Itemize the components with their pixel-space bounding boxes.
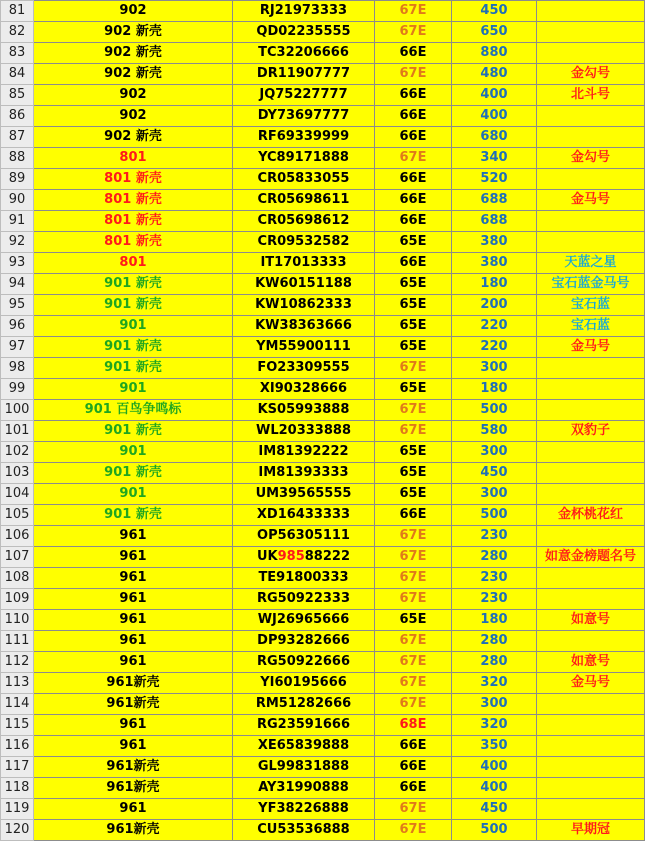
note-cell[interactable] [537,736,645,757]
table-row [1,316,645,337]
note-cell[interactable] [537,589,645,610]
model-cell[interactable]: 901 新壳 [34,337,233,358]
row-header[interactable]: 81 [1,1,34,22]
table-row [1,799,645,820]
code-cell[interactable]: XD16433333 [233,505,375,526]
model-cell[interactable]: 901 百鸟争鸣标 [34,400,233,421]
price-cell[interactable]: 480 [452,64,537,85]
table-row [1,169,645,190]
note-cell[interactable]: 天蓝之星 [537,253,645,274]
model-cell[interactable]: 961 [34,652,233,673]
price-cell[interactable]: 320 [452,715,537,736]
row-header[interactable]: 120 [1,820,34,841]
code-cell[interactable]: DR11907777 [233,64,375,85]
version-cell[interactable]: 65E [375,316,452,337]
table-row [1,43,645,64]
table-row [1,526,645,547]
price-cell[interactable]: 500 [452,505,537,526]
version-cell[interactable]: 67E [375,526,452,547]
price-cell[interactable]: 340 [452,148,537,169]
table-row [1,1,645,22]
note-cell[interactable] [537,1,645,22]
version-cell[interactable]: 68E [375,715,452,736]
row-header[interactable]: 114 [1,694,34,715]
price-cell[interactable]: 400 [452,85,537,106]
table-row [1,106,645,127]
note-cell[interactable] [537,757,645,778]
version-cell[interactable]: 66E [375,43,452,64]
note-cell[interactable]: 金马号 [537,337,645,358]
row-header[interactable]: 110 [1,610,34,631]
code-cell[interactable]: RG50922333 [233,589,375,610]
note-cell[interactable] [537,127,645,148]
row-header[interactable]: 92 [1,232,34,253]
row-header[interactable]: 104 [1,484,34,505]
code-cell[interactable]: IM81392222 [233,442,375,463]
row-header[interactable]: 96 [1,316,34,337]
table-row [1,190,645,211]
price-cell[interactable]: 180 [452,610,537,631]
note-cell[interactable] [537,400,645,421]
code-cell[interactable]: DP93282666 [233,631,375,652]
table-row [1,295,645,316]
price-cell[interactable]: 230 [452,568,537,589]
row-header[interactable]: 106 [1,526,34,547]
code-cell[interactable] [233,547,375,568]
price-cell[interactable]: 280 [452,631,537,652]
table-row [1,652,645,673]
row-header[interactable]: 117 [1,757,34,778]
model-cell[interactable]: 901 新壳 [34,421,233,442]
table-row [1,22,645,43]
code-cell[interactable]: TE91800333 [233,568,375,589]
table-row [1,820,645,841]
table-row [1,694,645,715]
version-cell[interactable]: 67E [375,400,452,421]
code-cell[interactable]: AY31990888 [233,778,375,799]
table-row [1,442,645,463]
table-row [1,505,645,526]
price-cell[interactable]: 280 [452,547,537,568]
version-cell[interactable]: 67E [375,673,452,694]
model-cell[interactable]: 961新壳 [34,778,233,799]
code-cell[interactable]: UM39565555 [233,484,375,505]
price-cell[interactable]: 180 [452,379,537,400]
note-cell[interactable]: 如意号 [537,610,645,631]
row-header[interactable]: 107 [1,547,34,568]
note-cell[interactable]: 金勾号 [537,64,645,85]
version-cell[interactable]: 65E [375,442,452,463]
note-cell[interactable]: 宝石蓝 [537,295,645,316]
table-row [1,358,645,379]
table-row [1,148,645,169]
model-cell[interactable]: 961新壳 [34,694,233,715]
note-cell[interactable] [537,526,645,547]
row-header[interactable]: 88 [1,148,34,169]
row-header[interactable]: 113 [1,673,34,694]
version-cell[interactable]: 67E [375,1,452,22]
row-header[interactable]: 95 [1,295,34,316]
table-row [1,211,645,232]
version-cell[interactable]: 67E [375,631,452,652]
row-header[interactable]: 111 [1,631,34,652]
row-header[interactable]: 86 [1,106,34,127]
version-cell[interactable]: 67E [375,799,452,820]
code-cell[interactable]: YM55900111 [233,337,375,358]
model-cell[interactable]: 961 [34,610,233,631]
model-cell[interactable]: 902 [34,106,233,127]
code-cell[interactable]: YI60195666 [233,673,375,694]
price-cell[interactable]: 300 [452,358,537,379]
note-cell[interactable] [537,799,645,820]
price-cell[interactable]: 500 [452,820,537,841]
version-cell[interactable]: 67E [375,820,452,841]
model-cell[interactable]: 801 新壳 [34,190,233,211]
code-cell[interactable]: GL99831888 [233,757,375,778]
note-cell[interactable] [537,106,645,127]
row-header[interactable]: 108 [1,568,34,589]
model-cell[interactable]: 961 [34,547,233,568]
version-cell[interactable]: 65E [375,337,452,358]
row-header[interactable]: 119 [1,799,34,820]
code-cell[interactable]: DY73697777 [233,106,375,127]
table-row [1,421,645,442]
table-row [1,589,645,610]
model-cell[interactable]: 902 新壳 [34,127,233,148]
row-header[interactable]: 105 [1,505,34,526]
price-cell[interactable]: 220 [452,316,537,337]
model-cell[interactable]: 801 新壳 [34,211,233,232]
code-cell[interactable]: TC32206666 [233,43,375,64]
model-cell[interactable]: 901 [34,442,233,463]
row-header[interactable]: 85 [1,85,34,106]
version-cell[interactable]: 66E [375,253,452,274]
row-header[interactable]: 109 [1,589,34,610]
code-cell[interactable]: CR05833055 [233,169,375,190]
version-cell[interactable]: 67E [375,22,452,43]
note-cell[interactable] [537,694,645,715]
price-cell[interactable]: 230 [452,589,537,610]
version-cell[interactable]: 65E [375,295,452,316]
row-header[interactable]: 91 [1,211,34,232]
version-cell[interactable]: 65E [375,610,452,631]
version-cell[interactable]: 66E [375,190,452,211]
row-header[interactable]: 93 [1,253,34,274]
price-cell[interactable]: 380 [452,253,537,274]
version-cell[interactable]: 67E [375,652,452,673]
row-header[interactable]: 94 [1,274,34,295]
code-cell[interactable]: YF38226888 [233,799,375,820]
note-cell[interactable] [537,463,645,484]
model-cell[interactable]: 901 新壳 [34,295,233,316]
table-row [1,85,645,106]
row-header[interactable]: 90 [1,190,34,211]
model-cell[interactable]: 961 [34,715,233,736]
code-highlight: 985 [277,549,305,564]
note-cell[interactable]: 如意号 [537,652,645,673]
price-cell[interactable]: 880 [452,43,537,64]
note-cell[interactable] [537,442,645,463]
note-cell[interactable] [537,568,645,589]
code-cell[interactable]: RG23591666 [233,715,375,736]
price-cell[interactable]: 650 [452,22,537,43]
note-cell[interactable]: 金马号 [537,190,645,211]
model-cell[interactable]: 961 [34,568,233,589]
row-header[interactable]: 115 [1,715,34,736]
model-cell[interactable]: 801 [34,148,233,169]
price-cell[interactable]: 450 [452,1,537,22]
price-cell[interactable]: 200 [452,295,537,316]
note-cell[interactable] [537,715,645,736]
version-cell[interactable]: 66E [375,736,452,757]
version-cell[interactable]: 66E [375,85,452,106]
price-cell[interactable]: 580 [452,421,537,442]
model-cell[interactable]: 961 [34,526,233,547]
code-cell[interactable]: YC89171888 [233,148,375,169]
note-cell[interactable] [537,211,645,232]
table-row [1,673,645,694]
note-cell[interactable]: 早期冠 [537,820,645,841]
note-cell[interactable]: 双豹子 [537,421,645,442]
row-header[interactable]: 98 [1,358,34,379]
model-cell[interactable]: 901 [34,484,233,505]
version-cell[interactable]: 66E [375,127,452,148]
row-header[interactable]: 112 [1,652,34,673]
version-cell[interactable]: 67E [375,148,452,169]
code-cell[interactable]: IM81393333 [233,463,375,484]
note-cell[interactable]: 北斗号 [537,85,645,106]
code-part: 88222 [304,549,350,564]
row-header[interactable]: 82 [1,22,34,43]
table-row [1,547,645,568]
table-row [1,400,645,421]
code-part: UK [256,549,278,564]
note-cell[interactable] [537,43,645,64]
code-cell[interactable]: KW10862333 [233,295,375,316]
code-cell[interactable]: RJ21973333 [233,1,375,22]
table-row [1,715,645,736]
code-cell[interactable]: JQ75227777 [233,85,375,106]
row-header[interactable]: 97 [1,337,34,358]
code-cell[interactable]: KS05993888 [233,400,375,421]
price-cell[interactable]: 688 [452,190,537,211]
code-cell[interactable]: WJ26965666 [233,610,375,631]
row-header[interactable]: 89 [1,169,34,190]
code-cell[interactable]: KW60151188 [233,274,375,295]
price-cell[interactable]: 380 [452,232,537,253]
table-row [1,127,645,148]
note-cell[interactable]: 金马号 [537,673,645,694]
price-cell[interactable]: 180 [452,274,537,295]
code-cell[interactable]: RM51282666 [233,694,375,715]
code-cell[interactable]: WL20333888 [233,421,375,442]
code-cell[interactable]: OP56305111 [233,526,375,547]
table-row [1,337,645,358]
table-row [1,64,645,85]
note-cell[interactable] [537,631,645,652]
model-cell[interactable]: 801 [34,253,233,274]
note-cell[interactable] [537,379,645,400]
version-cell[interactable]: 65E [375,232,452,253]
version-cell[interactable]: 66E [375,169,452,190]
code-cell[interactable]: XI90328666 [233,379,375,400]
table-row [1,757,645,778]
price-cell[interactable]: 280 [452,652,537,673]
model-cell[interactable]: 961 [34,799,233,820]
row-header[interactable]: 87 [1,127,34,148]
row-header[interactable]: 103 [1,463,34,484]
code-cell[interactable]: IT17013333 [233,253,375,274]
version-cell[interactable]: 67E [375,358,452,379]
table-row [1,568,645,589]
price-cell[interactable]: 450 [452,799,537,820]
code-cell[interactable]: CR09532582 [233,232,375,253]
model-cell[interactable]: 801 新壳 [34,169,233,190]
table-row [1,484,645,505]
table-row [1,253,645,274]
price-cell[interactable]: 400 [452,757,537,778]
price-cell[interactable]: 688 [452,211,537,232]
note-cell[interactable] [537,169,645,190]
price-cell[interactable]: 400 [452,106,537,127]
code-cell[interactable]: KW38363666 [233,316,375,337]
note-cell[interactable] [537,484,645,505]
model-cell[interactable]: 961新壳 [34,673,233,694]
table-row [1,610,645,631]
model-cell[interactable]: 901 [34,379,233,400]
model-cell[interactable]: 902 新壳 [34,43,233,64]
price-cell[interactable]: 220 [452,337,537,358]
table-row [1,778,645,799]
version-cell[interactable]: 67E [375,421,452,442]
code-cell[interactable]: RG50922666 [233,652,375,673]
note-cell[interactable] [537,22,645,43]
note-cell[interactable] [537,232,645,253]
version-cell[interactable]: 66E [375,757,452,778]
price-cell[interactable]: 400 [452,778,537,799]
row-header[interactable]: 99 [1,379,34,400]
note-cell[interactable]: 宝石蓝金马号 [537,274,645,295]
code-cell[interactable]: CR05698612 [233,211,375,232]
price-cell[interactable]: 680 [452,127,537,148]
model-cell[interactable]: 961 [34,736,233,757]
version-cell[interactable]: 67E [375,694,452,715]
code-cell[interactable]: XE65839888 [233,736,375,757]
model-cell[interactable]: 901 新壳 [34,463,233,484]
model-cell[interactable]: 961新壳 [34,757,233,778]
row-header[interactable]: 116 [1,736,34,757]
model-cell[interactable]: 902 [34,85,233,106]
price-cell[interactable]: 350 [452,736,537,757]
model-cell[interactable]: 902 新壳 [34,22,233,43]
model-cell[interactable]: 961新壳 [34,820,233,841]
version-cell[interactable]: 67E [375,547,452,568]
table-row [1,274,645,295]
note-cell[interactable]: 宝石蓝 [537,316,645,337]
model-cell[interactable]: 902 新壳 [34,64,233,85]
version-cell[interactable]: 65E [375,379,452,400]
version-cell[interactable]: 66E [375,505,452,526]
model-cell[interactable]: 902 [34,1,233,22]
version-cell[interactable]: 66E [375,778,452,799]
table-row [1,631,645,652]
version-cell[interactable]: 65E [375,274,452,295]
code-cell[interactable]: CR05698611 [233,190,375,211]
version-cell[interactable]: 67E [375,568,452,589]
note-cell[interactable] [537,778,645,799]
model-cell[interactable]: 801 新壳 [34,232,233,253]
price-cell[interactable]: 320 [452,673,537,694]
table-row [1,736,645,757]
model-cell[interactable]: 901 新壳 [34,274,233,295]
version-cell[interactable]: 66E [375,106,452,127]
row-header[interactable]: 101 [1,421,34,442]
row-header[interactable]: 84 [1,64,34,85]
price-cell[interactable]: 300 [452,694,537,715]
row-header[interactable]: 83 [1,43,34,64]
row-header[interactable]: 102 [1,442,34,463]
code-cell[interactable]: RF69339999 [233,127,375,148]
price-cell[interactable]: 300 [452,442,537,463]
code-cell[interactable]: CU53536888 [233,820,375,841]
note-cell[interactable]: 金杯桃花红 [537,505,645,526]
version-cell[interactable]: 67E [375,589,452,610]
model-cell[interactable]: 961 [34,589,233,610]
price-cell[interactable]: 230 [452,526,537,547]
price-cell[interactable]: 520 [452,169,537,190]
model-cell[interactable]: 901 新壳 [34,358,233,379]
version-cell[interactable]: 66E [375,211,452,232]
model-cell[interactable]: 961 [34,631,233,652]
row-header[interactable]: 100 [1,400,34,421]
version-cell[interactable]: 67E [375,64,452,85]
note-cell[interactable]: 如意金榜题名号 [537,547,645,568]
price-cell[interactable]: 450 [452,463,537,484]
note-cell[interactable] [537,358,645,379]
note-cell[interactable]: 金勾号 [537,148,645,169]
price-cell[interactable]: 500 [452,400,537,421]
price-cell[interactable]: 300 [452,484,537,505]
row-header[interactable]: 118 [1,778,34,799]
version-cell[interactable]: 65E [375,484,452,505]
table-row [1,232,645,253]
model-cell[interactable]: 901 新壳 [34,505,233,526]
version-cell[interactable]: 65E [375,463,452,484]
table-row [1,379,645,400]
code-cell[interactable]: QD02235555 [233,22,375,43]
table-row [1,463,645,484]
model-cell[interactable]: 901 [34,316,233,337]
code-cell[interactable]: FO23309555 [233,358,375,379]
